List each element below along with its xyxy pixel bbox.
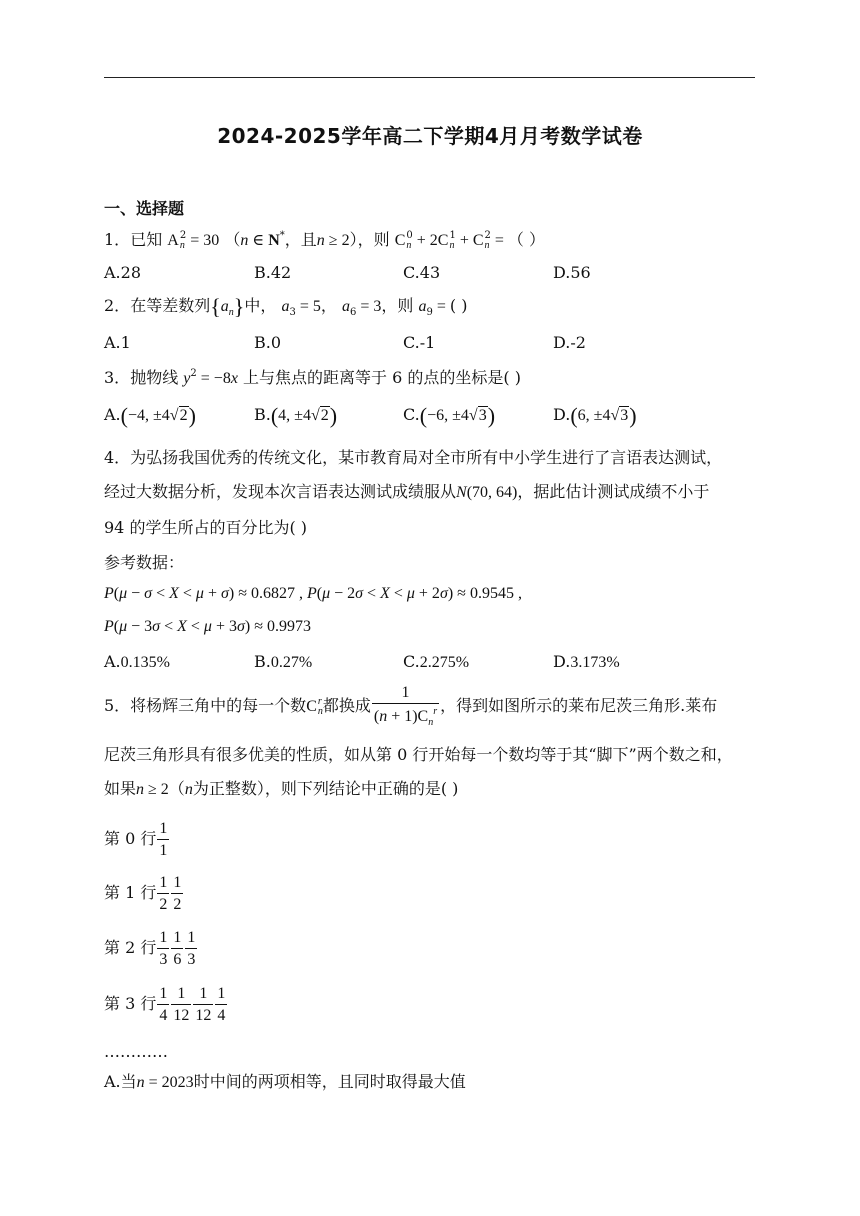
q2-option-d[interactable]: D.-2 — [553, 333, 586, 352]
q1-option-a[interactable]: A.28 — [104, 263, 141, 282]
q3-option-b[interactable]: B.(4, ±4√2) — [254, 403, 338, 428]
q3-option-a[interactable]: A.(−4, ±4√2) — [104, 403, 196, 428]
reference-formula-2: P(μ − 3σ < X < μ + 3σ) ≈ 0.9973 — [104, 618, 311, 635]
question-4-line-3: 94 的学生所占的百分比为( ) — [104, 518, 308, 537]
question-5-line-1: 5．将杨辉三角中的每一个数C r n 都换成 $\frac{1}{(n + 1)C_n^r}$ ，得到如图所示的莱布尼茨三角形.莱布 — [104, 684, 718, 728]
q1-option-d[interactable]: D.56 — [553, 263, 591, 282]
leibniz-row-3: 第 3 行 $\frac{1}{4}$ $\frac{1}{12}$ $\frac{1}{12}$ $\frac{1}{4}$ — [104, 984, 226, 1024]
q3-option-d[interactable]: D.(6, ±4√3) — [553, 403, 637, 428]
question-4-line-2: 经过大数据分析，发现本次言语表达测试成绩服从N(70, 64)，据此估计测试成绩不小于 — [104, 482, 710, 501]
q2-option-a[interactable]: A.1 — [104, 333, 131, 352]
q2-option-c[interactable]: C.-1 — [403, 333, 436, 352]
q4-options — [104, 652, 754, 674]
question-2: 2．在等差数列$\{a_n\}$中， $a_3 = 5$， $a_6 = 3$，则 $a_9$ = ( ) — [104, 294, 468, 319]
ellipsis: ………… — [104, 1042, 168, 1061]
question-1: 1．已知 A 2 n = 30 （n ∈ N*，且n ≥ 2），则 C 0 n + 2C 1 n + C 2 n = （ ） — [104, 229, 546, 251]
reference-data-label: 参考数据： — [104, 553, 185, 572]
question-5-line-2: 尼茨三角形具有很多优美的性质，如从第 0 行开始每一个数均等于其“脚下”两个数之和， — [104, 745, 733, 764]
q4-option-b[interactable]: B.0.27% — [254, 652, 313, 671]
page-title: 2024-2025学年高二下学期4月月考数学试卷 — [217, 124, 643, 148]
q3-option-c[interactable]: C.(−6, ±4√3) — [403, 403, 496, 428]
q1-options — [104, 263, 754, 285]
q5-option-a[interactable]: A.当n = 2023时中间的两项相等，且同时取得最大值 — [104, 1072, 466, 1091]
q4-option-d[interactable]: D.3.173% — [553, 652, 620, 671]
leibniz-row-2: 第 2 行 $\frac{1}{3}$ $\frac{1}{6}$ $\frac{1}{3}$ — [104, 928, 196, 968]
section-heading: 一、选择题 — [104, 199, 185, 218]
question-5-line-3: 如果n ≥ 2（n为正整数），则下列结论中正确的是( ) — [104, 779, 459, 798]
q1-option-b[interactable]: B.42 — [254, 263, 292, 282]
question-4-line-1: 4．为弘扬我国优秀的传统文化，某市教育局对全市所有中小学生进行了言语表达测试， — [104, 448, 723, 467]
q4-option-a[interactable]: A.0.135% — [104, 652, 170, 671]
q1-option-c[interactable]: C.43 — [403, 263, 441, 282]
q4-option-c[interactable]: C.2.275% — [403, 652, 470, 671]
q3-options — [104, 403, 754, 431]
leibniz-row-0: 第 0 行 $\frac{1}{1}$ — [104, 819, 168, 859]
q2-options — [104, 333, 754, 355]
header-rule — [104, 77, 755, 78]
leibniz-row-1: 第 1 行 $\frac{1}{2}$ $\frac{1}{2}$ — [104, 873, 182, 913]
reference-formula-1: P(μ − σ < X < μ + σ) ≈ 0.6827 , P(μ − 2σ < X < μ + 2σ) ≈ 0.9545 , — [104, 585, 522, 602]
q2-option-b[interactable]: B.0 — [254, 333, 282, 352]
question-3: 3．抛物线 $y^2 = -8x$ 上与焦点的距离等于 6 的点的坐标是( ) — [104, 368, 521, 387]
